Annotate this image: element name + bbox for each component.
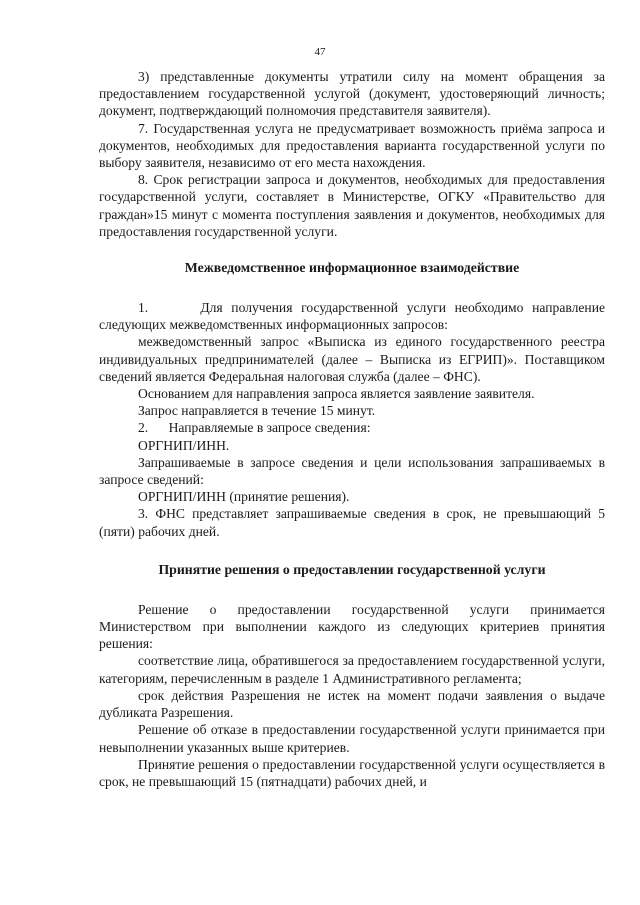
- paragraph: 3) представленные документы утратили силу на момент обращения за предоставлением государственной услугой (документ, удостоверяющий личность; документ, подтверждающий полномочия представителя заявителя).: [99, 69, 605, 119]
- paragraph: 7. Государственная услуга не предусматривает возможность приёма запроса и документов, необходимых для предоставления варианта государственной услуги по выбору заявителя, независимо от его места нахождения.: [99, 120, 605, 171]
- paragraph: 2. Направляемые в запросе сведения:: [138, 420, 371, 436]
- paragraph: Решение о предоставлении государственной услуги принимается Министерством при выполнении каждого из следующих критериев принятия решения:: [99, 601, 605, 652]
- paragraph: Основанием для направления запроса является заявление заявителя.: [138, 386, 535, 402]
- paragraph: ОРГНИП/ИНН.: [138, 437, 230, 453]
- paragraph: межведомственный запрос «Выписка из единого государственного реестра индивидуальных предпринимателей (далее – Выписка из ЕГРИП)». Поставщиком сведений является Федеральная налоговая служба (далее – ФНС).: [99, 334, 605, 384]
- paragraph: Решение об отказе в предоставлении государственной услуги принимается при невыполнении указанных выше критериев.: [99, 722, 605, 755]
- paragraph: Запрос направляется в течение 15 минут.: [138, 403, 376, 419]
- paragraph: 8. Срок регистрации запроса и документов, необходимых для предоставления государственной услуги, составляет в Министерстве, ОГКУ «Правительство для граждан»15 минут с момента поступления заявления и документов, необходимых для предоставления государственной услуги.: [99, 172, 605, 239]
- page-content: [99, 68, 605, 790]
- paragraph: 1. Для получения государственной услуги необходимо направление следующих межведомственных информационных запросов:: [99, 300, 605, 333]
- paragraph: 3. ФНС представляет запрашиваемые сведения в срок, не превышающий 5 (пяти) рабочих дней.: [99, 506, 605, 539]
- paragraph: ОРГНИП/ИНН (принятие решения).: [138, 489, 350, 505]
- paragraph: Запрашиваемые в запросе сведения и цели использования запрашиваемых в запросе сведений:: [99, 454, 605, 488]
- section-heading-decision: Принятие решения о предоставлении государственной услуги: [158, 561, 546, 577]
- section-heading-interagency: Межведомственное информационное взаимодействие: [184, 260, 520, 276]
- paragraph: срок действия Разрешения не истек на момент подачи заявления о выдаче дубликата Разрешения.: [99, 687, 605, 721]
- page-number: 47: [314, 46, 326, 58]
- paragraph: Принятие решения о предоставлении государственной услуги осуществляется в срок, не превышающий 15 (пятнадцати) рабочих дней, и: [99, 756, 605, 789]
- paragraph: соответствие лица, обратившегося за предоставлением государственной услуги, категориям, перечисленным в разделе 1 Административного регламента;: [99, 653, 605, 686]
